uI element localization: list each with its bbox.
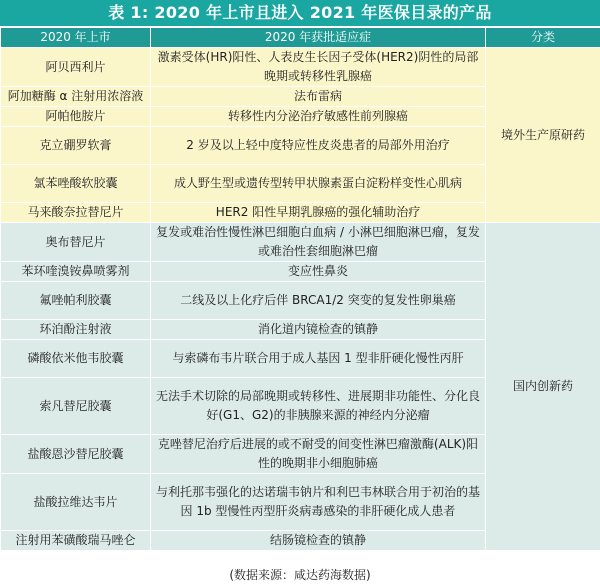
table-title: 表 1: 2020 年上市且进入 2021 年医保目录的产品 [0, 0, 600, 26]
indication-cell: 无法手术切除的局部晚期或转移性、进展期非功能性、分化良好(G1、G2)的非胰腺来源的神经内分泌瘤 [151, 378, 486, 435]
table-row [1, 223, 600, 262]
header-row [1, 28, 600, 48]
product-cell: 磷酸依米他韦胶囊 [1, 340, 151, 378]
product-cell: 马来酸奈拉替尼片 [1, 203, 151, 223]
table-body [1, 48, 600, 551]
indication-cell: 克唑替尼治疗后进展的或不耐受的间变性淋巴瘤激酶(ALK)阳性的晚期非小细胞肺癌 [151, 435, 486, 474]
product-cell: 阿贝西利片 [1, 48, 151, 87]
col-header-category: 分类 [486, 28, 600, 48]
indication-cell: 与索磷布韦片联合用于成人基因 1 型非肝硬化慢性丙肝 [151, 340, 486, 378]
category-cell: 境外生产原研药 [486, 48, 600, 223]
indication-cell: 转移性内分泌治疗敏感性前列腺癌 [151, 107, 486, 127]
indication-cell: 变应性鼻炎 [151, 262, 486, 282]
indication-cell: 与利托那韦强化的达诺瑞韦钠片和利巴韦林联合用于初治的基因 1b 型慢性丙型肝炎病毒感染的非肝硬化成人患者 [151, 474, 486, 531]
indication-cell: 结肠镜检查的镇静 [151, 531, 486, 551]
product-cell: 注射用苯磺酸瑞马唑仑 [1, 531, 151, 551]
product-cell: 环泊酚注射液 [1, 320, 151, 340]
product-cell: 奥布替尼片 [1, 223, 151, 262]
indication-cell: 复发或难治性慢性淋巴细胞白血病 / 小淋巴细胞淋巴瘤，复发或难治性套细胞淋巴瘤 [151, 223, 486, 262]
indication-cell: HER2 阳性早期乳腺癌的强化辅助治疗 [151, 203, 486, 223]
product-cell: 克立硼罗软膏 [1, 127, 151, 165]
table-row [1, 48, 600, 87]
col-header-product: 2020 年上市 [1, 28, 151, 48]
indication-cell: 二线及以上化疗后伴 BRCA1/2 突变的复发性卵巢癌 [151, 282, 486, 320]
indication-cell: 2 岁及以上轻中度特应性皮炎患者的局部外用治疗 [151, 127, 486, 165]
product-cell: 苯环喹溴铵鼻喷雾剂 [1, 262, 151, 282]
col-header-indication: 2020 年获批适应症 [151, 28, 486, 48]
indication-cell: 成人野生型或遗传型转甲状腺素蛋白淀粉样变性心肌病 [151, 165, 486, 203]
product-cell: 盐酸拉维达韦片 [1, 474, 151, 531]
product-cell: 阿帕他胺片 [1, 107, 151, 127]
product-cell: 氯苯唑酸软胶囊 [1, 165, 151, 203]
product-cell: 阿加糖酶 α 注射用浓溶液 [1, 87, 151, 107]
product-cell: 盐酸恩沙替尼胶囊 [1, 435, 151, 474]
indication-cell: 激素受体(HR)阳性、人表皮生长因子受体(HER2)阴性的局部晚期或转移性乳腺癌 [151, 48, 486, 87]
drug-table [0, 27, 600, 551]
indication-cell: 法布雷病 [151, 87, 486, 107]
indication-cell: 消化道内镜检查的镇静 [151, 320, 486, 340]
category-cell: 国内创新药 [486, 223, 600, 551]
product-cell: 索凡替尼胶囊 [1, 378, 151, 435]
product-cell: 氟唑帕利胶囊 [1, 282, 151, 320]
data-source-note: (数据来源：咸达药海数据) [229, 568, 371, 582]
